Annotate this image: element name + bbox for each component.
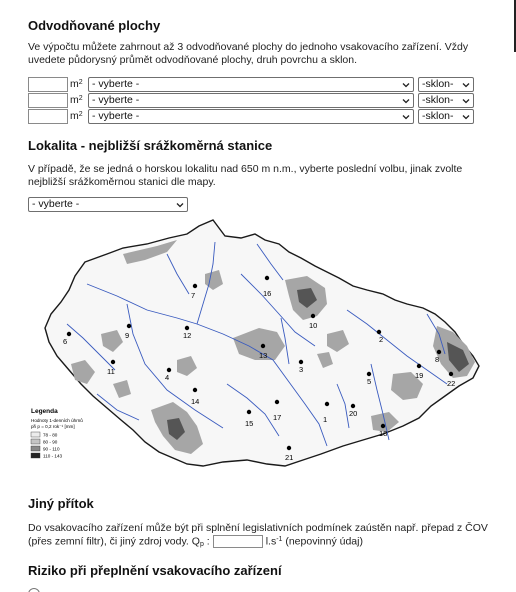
station-label: 13: [259, 351, 268, 360]
surface-select-value: - vyberte -: [92, 94, 140, 106]
chevron-down-icon: [462, 97, 470, 105]
surface-select-value: - vyberte -: [92, 78, 140, 90]
slope-select-2[interactable]: [418, 93, 474, 108]
station-label: 8: [435, 355, 440, 364]
station-select[interactable]: [28, 197, 188, 212]
station-marker: [167, 368, 171, 372]
legend-subtitle: při p = 0,2 rok⁻¹ [mm]: [31, 424, 75, 429]
area-unit: $m^2$: [70, 110, 83, 122]
colon: :: [206, 535, 210, 548]
legend-class: 78 - 80: [43, 432, 58, 438]
station-marker: [325, 402, 329, 406]
slope-select-1[interactable]: [418, 77, 474, 92]
station-label: 2: [379, 335, 384, 344]
chevron-down-icon: [402, 97, 410, 105]
chevron-down-icon: [462, 81, 470, 89]
station-marker: [193, 388, 197, 392]
inflow-input[interactable]: [213, 535, 263, 548]
drainage-description: Ve výpočtu můžete zahrnout až 3 odvodňované plochy do jednoho vsakovacího zařízení. Vždy uvedete půdorysný průmět odvodňované plochy, druh povrchu a sklon.: [28, 41, 469, 66]
inflow-text-line-2: (přes zemní filtr), či jiný zdroj vody. Q: [28, 535, 200, 548]
station-label: 4: [165, 373, 170, 382]
station-label: 21: [285, 453, 294, 462]
drainage-section-title: Odvodňované plochy: [28, 18, 161, 33]
drainage-row-2: [28, 93, 474, 108]
station-label: 20: [349, 409, 358, 418]
surface-select-2[interactable]: [88, 93, 414, 108]
inflow-section-title: Jiný přítok: [28, 496, 94, 511]
surface-select-value: - vyberte -: [92, 110, 140, 122]
station-marker: [381, 424, 385, 428]
inflow-description: [28, 522, 508, 549]
inflow-unit: l.s: [265, 535, 277, 548]
station-marker: [287, 446, 291, 450]
station-marker: [193, 284, 197, 288]
risk-radio-option[interactable]: [28, 588, 40, 592]
rainfall-station-map[interactable]: [27, 214, 489, 476]
station-marker: [367, 372, 371, 376]
map-legend: [31, 408, 83, 459]
station-marker: [311, 314, 315, 318]
legend-title: Legenda: [31, 408, 58, 415]
station-marker: [265, 276, 269, 280]
station-marker: [247, 410, 251, 414]
area-input-2[interactable]: [28, 93, 68, 108]
chevron-down-icon: [402, 81, 410, 89]
drainage-row-3: [28, 109, 474, 124]
slope-select-value: -sklon-: [422, 110, 454, 122]
slope-select-value: -sklon-: [422, 78, 454, 90]
station-marker: [377, 330, 381, 334]
chevron-down-icon: [176, 201, 184, 209]
station-label: 7: [191, 291, 196, 300]
station-marker: [351, 404, 355, 408]
inflow-unit-power: -1: [276, 536, 283, 543]
station-marker: [261, 344, 265, 348]
station-marker: [67, 332, 71, 336]
station-label: 3: [299, 365, 304, 374]
slope-select-3[interactable]: [418, 109, 474, 124]
area-input-1[interactable]: [28, 77, 68, 92]
station-label: 14: [191, 397, 200, 406]
station-marker: [299, 360, 303, 364]
risk-section-title: Riziko při přeplnění vsakovacího zařízení: [28, 563, 282, 578]
legend-subtitle: Hodnoty 1-denních úhrnů: [31, 418, 83, 423]
area-input-3[interactable]: [28, 109, 68, 124]
slope-select-value: -sklon-: [422, 94, 454, 106]
surface-select-3[interactable]: [88, 109, 414, 124]
station-label: 6: [63, 337, 68, 346]
station-label: 16: [263, 289, 272, 298]
station-marker: [417, 364, 421, 368]
station-marker: [185, 326, 189, 330]
station-label: 12: [183, 331, 192, 340]
station-label: 5: [367, 377, 372, 386]
legend-class: 110 - 143: [43, 453, 63, 459]
station-label: 9: [125, 331, 130, 340]
station-label: 17: [273, 413, 282, 422]
q-subscript: p: [199, 541, 204, 549]
legend-class: 90 - 110: [43, 446, 60, 452]
area-unit: $m^2$: [70, 94, 83, 106]
station-marker: [449, 372, 453, 376]
area-unit: $m^2$: [70, 78, 83, 90]
station-label: 10: [309, 321, 318, 330]
legend-class: 80 - 90: [43, 439, 58, 445]
station-label: 11: [107, 367, 115, 376]
surface-select-1[interactable]: [88, 77, 414, 92]
station-marker: [127, 324, 131, 328]
station-label: 18: [379, 429, 388, 438]
chevron-down-icon: [462, 113, 470, 121]
locality-section-title: Lokalita - nejbližší srážkoměrná stanice: [28, 138, 273, 153]
station-select-value: - vyberte -: [32, 198, 80, 210]
station-label: 15: [245, 419, 254, 428]
chevron-down-icon: [402, 113, 410, 121]
station-marker: [275, 400, 279, 404]
station-label: 19: [415, 371, 424, 380]
station-label: 22: [447, 379, 456, 388]
optional-note: (nepovinný údaj): [285, 535, 363, 548]
inflow-text-line-1: Do vsakovacího zařízení může být při splnění legislativních podmínek zaústěn např. přepad z ČOV: [28, 522, 488, 534]
station-marker: [437, 350, 441, 354]
locality-description: V případě, že se jedná o horskou lokalitu nad 650 m n.m., vyberte poslední volbu, jinak zvolte nejbližší srážkoměrnou stanici dle mapy.: [28, 163, 463, 188]
drainage-row-1: [28, 77, 474, 92]
station-label: 1: [323, 415, 328, 424]
station-marker: [111, 360, 115, 364]
